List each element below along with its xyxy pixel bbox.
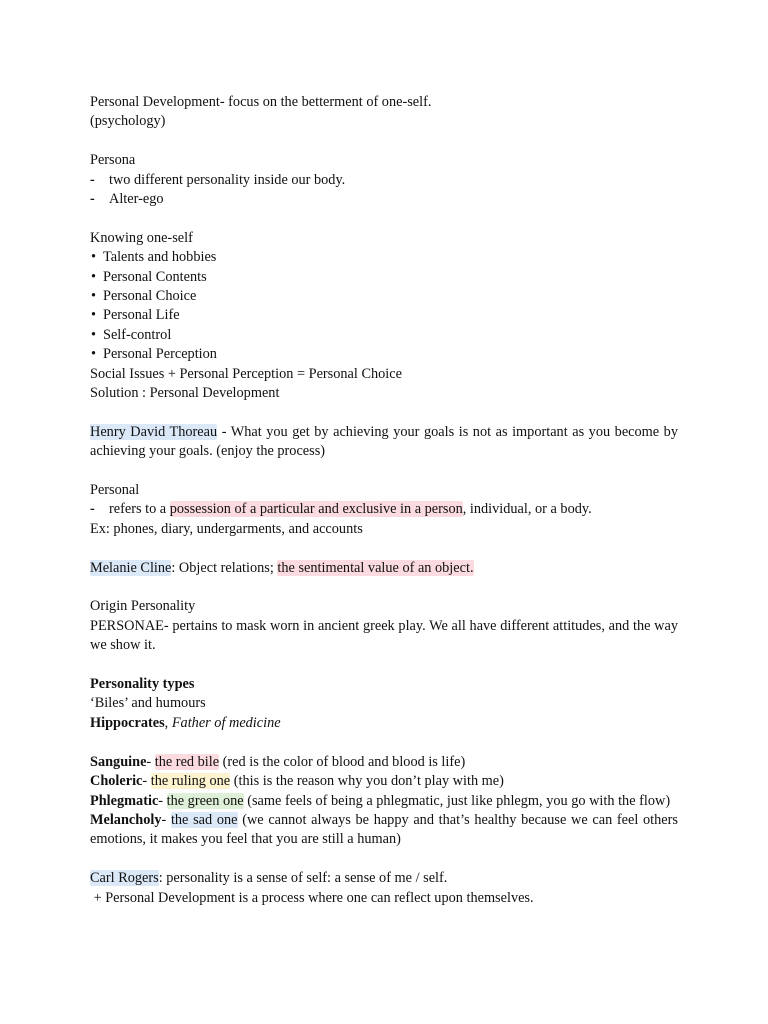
list-item-text: Personal Perception <box>103 346 217 363</box>
list-item-text: Talents and hobbies <box>103 249 217 266</box>
bullet-icon: • <box>91 249 97 266</box>
humour-sanguine <box>90 753 678 772</box>
persona-heading: Persona <box>90 152 136 169</box>
intro-subline: (psychology) <box>90 113 166 130</box>
humour-highlight: the sad one <box>170 811 238 828</box>
humour-highlight: the green one <box>166 792 244 809</box>
dash-marker: - <box>90 171 95 188</box>
origin-heading: Origin Personality <box>90 598 196 615</box>
biles-line: ‘Biles’ and humours <box>90 695 206 712</box>
dash-marker: - <box>90 191 95 208</box>
author-name-highlight: Melanie Cline <box>90 559 172 576</box>
humour-highlight: the red bile <box>154 753 220 770</box>
intro-line: Personal Development- focus on the betterment of one-self. <box>90 94 432 110</box>
comma-text: , <box>164 714 172 731</box>
list-item <box>90 345 678 364</box>
list-item <box>90 326 678 345</box>
list-item-text: Alter-ego <box>109 191 164 208</box>
humour-term: Sanguine <box>90 753 147 770</box>
list-item <box>90 268 678 287</box>
humour-desc: (this is the reason why you don’t play with me) <box>230 773 504 790</box>
humour-desc: (we cannot always be happy and that’s healthy because we can feel others emotions, it makes you feel that you are still a human) <box>90 811 678 848</box>
cline-line <box>90 559 678 578</box>
thoreau-paragraph <box>90 423 678 462</box>
document-body <box>90 93 678 908</box>
bullet-icon: • <box>91 326 97 343</box>
author-name-highlight: Henry David Thoreau <box>90 423 218 440</box>
definition-highlight: possession of a particular and exclusive in a person <box>169 501 463 518</box>
list-item <box>90 500 678 519</box>
humour-sep: - <box>146 753 155 770</box>
list-item-text <box>106 501 592 517</box>
personal-heading: Personal <box>90 482 140 499</box>
sentimental-highlight: the sentimental value of an object. <box>277 559 474 576</box>
hippocrates-name: Hippocrates <box>90 714 165 731</box>
quote-text: - What you get by achieving your goals is not as important as you become by achieving your goals. (enjoy the process) <box>90 423 678 460</box>
cline-mid: : Object relations; <box>171 559 278 576</box>
example-line: Ex: phones, diary, undergarments, and accounts <box>90 520 363 537</box>
list-item-text: Self-control <box>103 326 172 343</box>
humour-term: Phlegmatic <box>90 792 159 809</box>
bullet-icon: • <box>91 268 97 285</box>
rogers-text: : personality is a sense of self: a sense of me / self. <box>158 870 448 887</box>
bullet-icon: • <box>91 288 97 305</box>
father-text: Father of medicine <box>171 714 281 731</box>
rogers-plus-line: + Personal Development is a process where one can reflect upon themselves. <box>90 889 534 906</box>
knowing-heading: Knowing one-self <box>90 229 193 246</box>
hippocrates-line <box>90 714 678 733</box>
humour-desc: (red is the color of blood and blood is life) <box>219 753 466 770</box>
humour-sep: - <box>158 792 167 809</box>
list-item <box>90 306 678 325</box>
origin-paragraph: PERSONAE- pertains to mask worn in ancient greek play. We all have different attitudes, and the way we show it. <box>90 617 678 654</box>
list-item <box>90 287 678 306</box>
bullet-icon: • <box>91 307 97 324</box>
types-heading-text: Personality types <box>90 676 195 693</box>
list-item <box>90 248 678 267</box>
humour-sep: - <box>161 811 171 828</box>
types-heading <box>90 675 678 694</box>
equation-line: Social Issues + Personal Perception = Personal Choice <box>90 365 402 382</box>
bullet-icon: • <box>91 346 97 363</box>
list-item-text: two different personality inside our body. <box>109 171 346 188</box>
rogers-line <box>90 869 678 888</box>
list-item-text: Personal Contents <box>103 268 207 285</box>
humour-choleric <box>90 772 678 791</box>
dash-marker: - <box>90 501 95 518</box>
author-name-highlight: Carl Rogers <box>90 870 159 887</box>
definition-post: , individual, or a body. <box>462 501 592 518</box>
humour-highlight: the ruling one <box>150 773 231 790</box>
humour-term: Melancholy <box>90 811 162 828</box>
list-item-text: Personal Life <box>103 307 180 324</box>
solution-line: Solution : Personal Development <box>90 385 280 402</box>
humour-sep: - <box>142 773 151 790</box>
humour-term: Choleric <box>90 773 143 790</box>
definition-pre: refers to a <box>109 501 170 518</box>
list-item <box>90 190 678 209</box>
list-item-text: Personal Choice <box>103 288 197 305</box>
humour-melancholy <box>90 811 678 850</box>
list-item <box>90 171 678 190</box>
humour-phlegmatic <box>90 792 678 811</box>
humour-desc: (same feels of being a phlegmatic, just like phlegm, you go with the flow) <box>243 792 671 809</box>
